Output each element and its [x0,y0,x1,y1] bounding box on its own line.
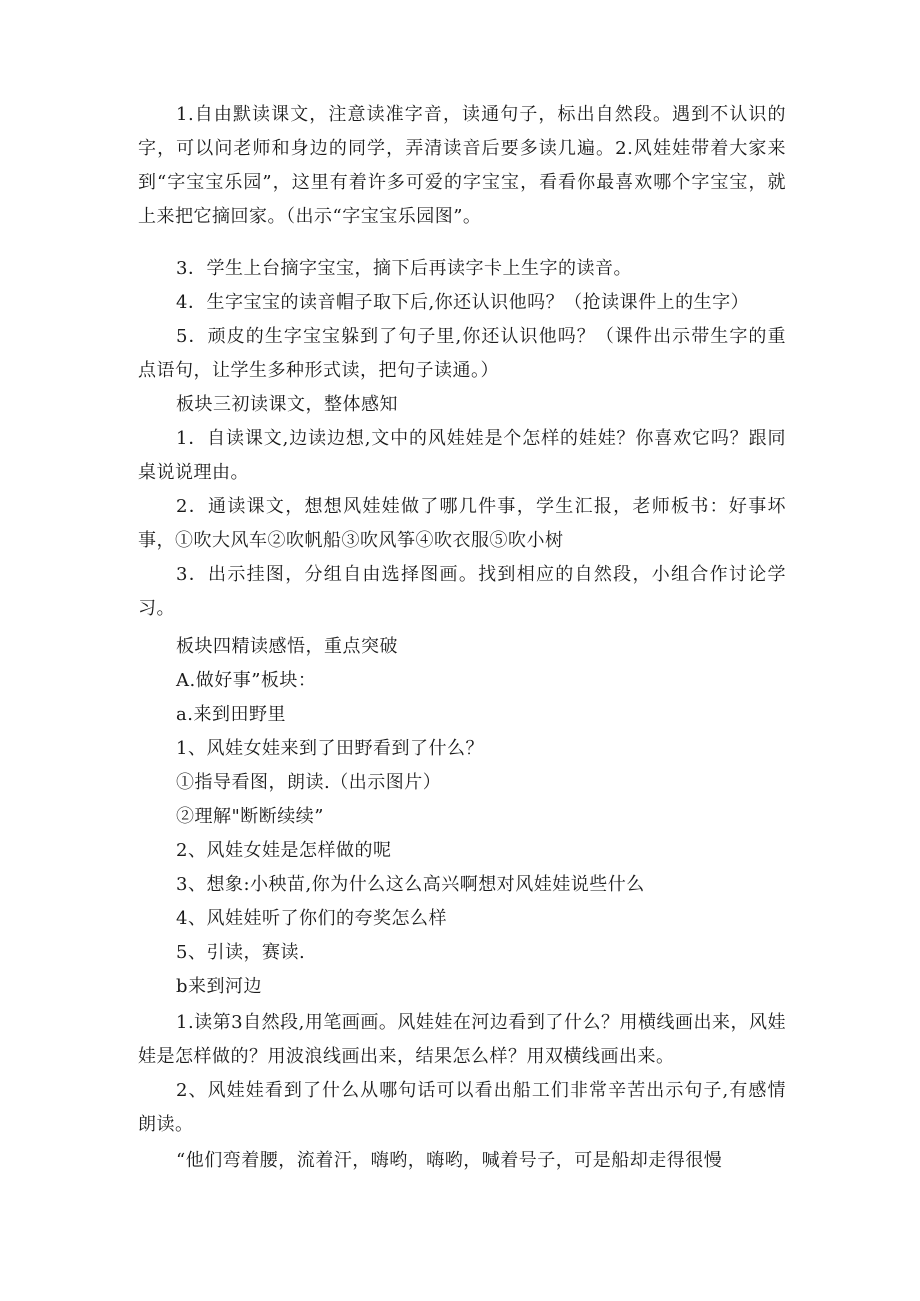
list-item: 4、风娃娃听了你们的夸奖怎么样 [176,908,447,929]
list-item: 5、引读，赛读. [176,942,306,963]
paragraph-4: 5．顽皮的生字宝宝躲到了句子里,你还认识他吗？（课件出示带生字的重点语句，让学生多种形式读，把句子读通。） [138,326,786,381]
list-item: 3、想象:小秧苗,你为什么这么高兴啊想对风娃娃说些什么 [176,874,645,895]
quote-paragraph: “他们弯着腰，流着汗，嗨哟，嗨哟，喊着号子，可是船却走得很慢 [176,1150,723,1171]
subsection-a-field: a.来到田野里 [176,704,286,725]
subsection-a: A.做好事”板块： [176,670,317,691]
paragraph-2: 3．学生上台摘字宝宝，摘下后再读字卡上生字的读音。 [176,258,632,279]
list-item: ①指导看图，朗读.（出示图片） [176,772,442,793]
paragraph-9: 2、风娃娃看到了什么从哪句话可以看出船工们非常辛苦出示句子,有感情朗读。 [138,1080,786,1135]
list-item: 1、风娃女娃来到了田野看到了什么？ [176,738,484,759]
subsection-b-river: b来到河边 [176,976,263,997]
paragraph-7: 3．出示挂图，分组自由选择图画。找到相应的自然段，小组合作讨论学习。 [138,564,786,619]
paragraph-3: 4．生字宝宝的读音帽子取下后,你还认识他吗？（抢读课件上的生字） [176,292,750,313]
paragraph-1: 1.自由默读课文，注意读准字音，读通句子，标出自然段。遇到不认识的字，可以问老师和身边的同学，弄清读音后要多读几遍。2.风娃娃带着大家来到“字宝宝乐园”，这里有着许多可爱的字宝宝，看看你最喜欢哪个字宝宝，就上来把它摘回家。（出示“字宝宝乐园图”。 [138,104,786,227]
paragraph-8: 1.读第3自然段,用笔画画。风娃娃在河边看到了什么？用横线画出来，风娃娃是怎样做的？用波浪线画出来，结果怎么样？用双横线画出来。 [138,1012,786,1067]
list-item: ②理解"断断续续” [176,806,324,827]
paragraph-6: 2．通读课文，想想风娃娃做了哪几件事，学生汇报，老师板书：好事坏事，①吹大风车②吹帆船③吹风筝④吹衣服⑤吹小树 [138,496,786,551]
section-heading-4: 板块四精读感悟，重点突破 [176,636,398,657]
section-heading-3: 板块三初读课文，整体感知 [176,394,398,415]
list-item: 2、风娃女娃是怎样做的呢 [176,840,392,861]
paragraph-5: 1．自读课文,边读边想,文中的风娃娃是个怎样的娃娃？你喜欢它吗？跟同桌说说理由。 [138,428,786,483]
